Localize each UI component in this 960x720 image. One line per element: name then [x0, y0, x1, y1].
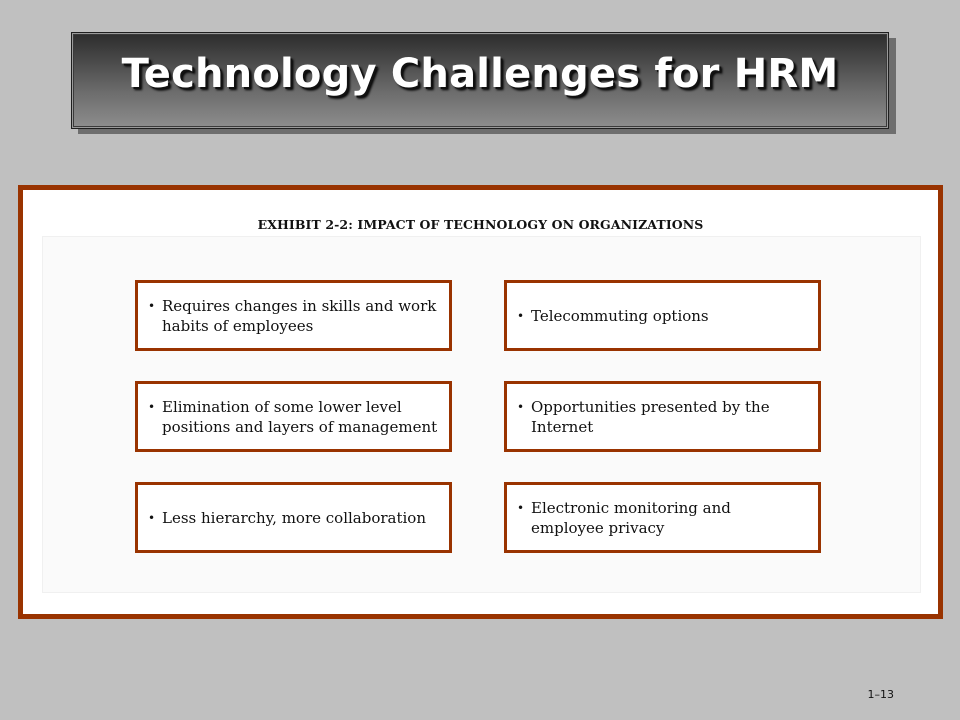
impact-item: [148, 296, 439, 336]
bullet-icon: •: [517, 308, 525, 323]
impact-text: Electronic monitoring and employee privacy: [531, 498, 731, 537]
impact-text: Elimination of some lower level positions and layers of management: [162, 397, 438, 436]
title-bar: [71, 32, 889, 129]
bullet-icon: •: [148, 510, 156, 525]
impact-box-monitoring: [504, 482, 821, 553]
impact-text: Opportunities presented by the Internet: [531, 397, 770, 436]
impact-box-elimination: [135, 381, 452, 452]
exhibit-title: EXHIBIT 2-2: IMPACT OF TECHNOLOGY ON ORGANIZATIONS: [257, 217, 704, 232]
slide-title: Technology Challenges for HRM: [121, 50, 839, 97]
impact-item: [517, 498, 808, 538]
impact-item: [148, 397, 439, 437]
bullet-icon: •: [517, 399, 525, 414]
impact-text: Less hierarchy, more collaboration: [162, 508, 427, 527]
impact-box-skills: [135, 280, 452, 351]
bullet-icon: •: [148, 298, 156, 313]
bullet-icon: •: [517, 500, 525, 515]
impact-text: Telecommuting options: [531, 306, 709, 325]
impact-item: [517, 397, 808, 437]
bullet-icon: •: [148, 399, 156, 414]
impact-text: Requires changes in skills and work habits of employees: [162, 296, 437, 335]
page-number: 1–13: [867, 688, 894, 701]
impact-box-hierarchy: [135, 482, 452, 553]
impact-box-internet: [504, 381, 821, 452]
impact-box-telecommuting: [504, 280, 821, 351]
exhibit-frame: [18, 185, 943, 619]
